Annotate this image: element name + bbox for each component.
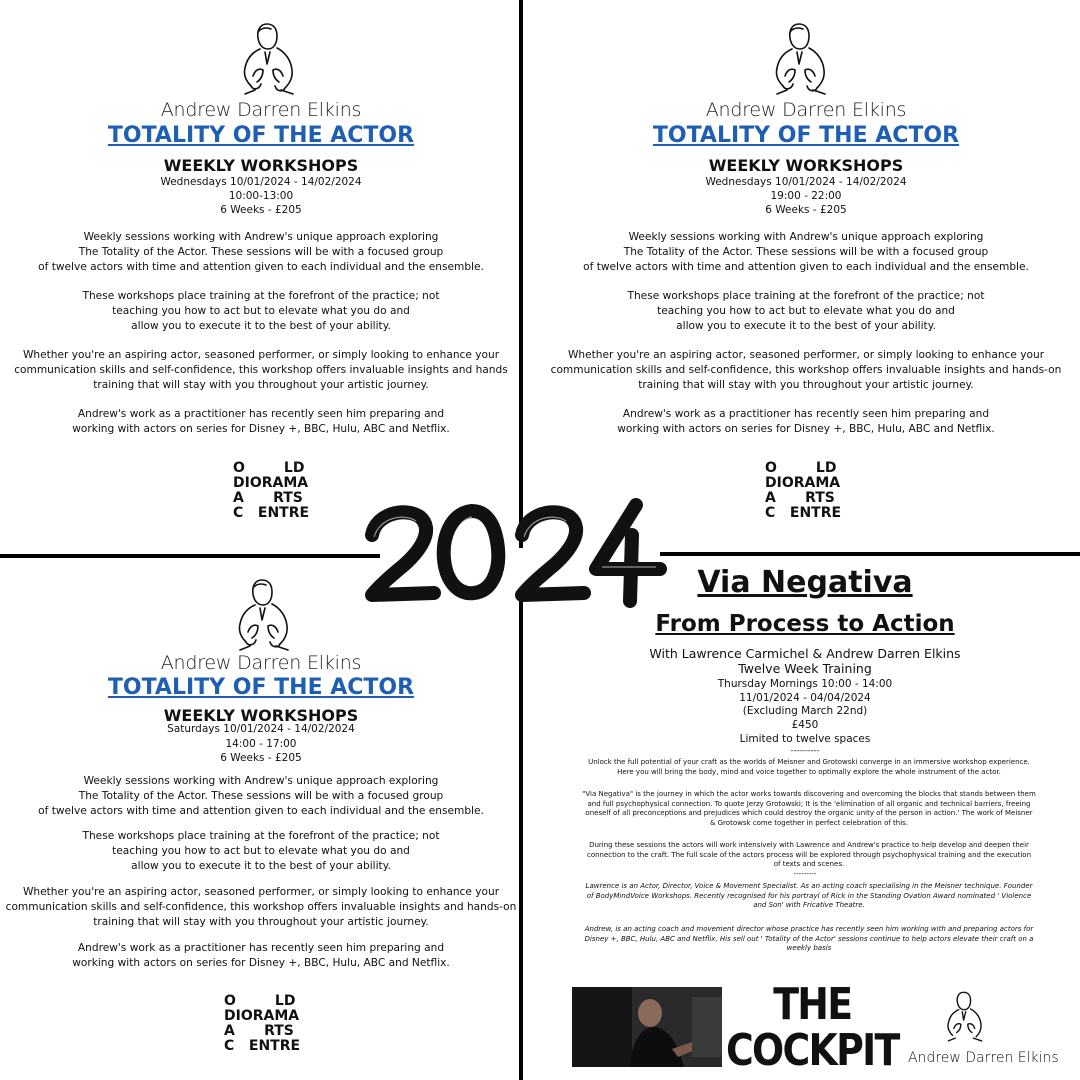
description-paragraph-1: Weekly sessions working with Andrew's unique approach exploring The Totality of the Actor. These sessions will be with a focused group of twelve actors with time and attention given to each individual and the ensemble.: [38, 231, 484, 273]
via-negativa-limit: Limited to twelve spaces: [739, 733, 871, 745]
workshop-title: TOTALITY OF THE ACTOR: [107, 123, 415, 148]
old-diorama-arts-centre-logo: O LD DIORAMA A RTS C ENTRE: [233, 460, 310, 521]
workshop-time: 10:00-13:00: [228, 190, 294, 202]
description-paragraph-1: Weekly sessions working with Andrew's unique approach exploring The Totality of the Actor. These sessions will be with a focused group of twelve actors with time and attention given to each individual and the ensemble.: [583, 231, 1029, 273]
year-2024-brush-text: [360, 495, 670, 610]
author-name: Andrew Darren Elkins: [160, 99, 362, 121]
figure-logo-icon: [233, 18, 305, 104]
workshop-time: 14:00 - 17:00: [225, 738, 297, 750]
via-negativa-title: Via Negativa: [697, 565, 913, 600]
description-paragraph-4: Andrew's work as a practitioner has recently seen him preparing and working with actors on series for Disney +, BBC, Hulu, ABC and Netflix.: [617, 408, 995, 435]
description-paragraph-2: These workshops place training at the forefront of the practice; not teaching you how to act but to elevate what you do and allow you to execute it to the best of your ability.: [627, 290, 985, 332]
workshop-dates: Wednesdays 10/01/2024 - 14/02/2024: [705, 176, 907, 188]
description-paragraph-2: These workshops place training at the forefront of the practice; not teaching you how to act but to elevate what you do and allow you to execute it to the best of your ability.: [82, 290, 440, 332]
description-paragraph-3: Whether you're an aspiring actor, seasoned performer, or simply looking to enhance your communication skills and self-confidence, this workshop offers invaluable insights and hands-on training that will stay with you throughout your artistic journey.: [550, 349, 1062, 391]
workshop-title: TOTALITY OF THE ACTOR: [107, 675, 415, 700]
via-negativa-duration: Twelve Week Training: [738, 661, 872, 676]
old-diorama-arts-centre-logo: O LD DIORAMA A RTS C ENTRE: [765, 460, 842, 521]
workshop-subtitle: WEEKLY WORKSHOPS: [163, 706, 359, 725]
workshop-subtitle: WEEKLY WORKSHOPS: [708, 156, 904, 175]
figure-logo-icon: [940, 988, 990, 1048]
via-negativa-price: £450: [791, 719, 819, 731]
workshop-price: 6 Weeks - £205: [765, 204, 847, 216]
author-name: Andrew Darren Elkins: [705, 99, 907, 121]
workshop-title: TOTALITY OF THE ACTOR: [652, 123, 960, 148]
footer-author-name: Andrew Darren Elkins: [908, 1050, 1059, 1066]
panel-via-negativa: [530, 560, 1080, 1080]
description-paragraph-1: Weekly sessions working with Andrew's unique approach exploring The Totality of the Actor. These sessions will be with a focused group of twelve actors with time and attention given to each individual and the ensemble.: [38, 775, 484, 817]
description-paragraph-3: Whether you're an aspiring actor, seasoned performer, or simply looking to enhance your communication skills and self-confidence, this workshop offers invaluable insights and hands training that will stay with you throughout your artistic journey.: [14, 349, 508, 391]
workshop-dates: Wednesdays 10/01/2024 - 14/02/2024: [160, 176, 362, 188]
via-negativa-schedule: Thursday Mornings 10:00 - 14:00: [717, 678, 893, 690]
via-negativa-description: "Via Negativa" is the journey in which the actor works towards discovering and overcoming the blocks that stands between them and full psychophysical connection. To quote Jerzy Grotowski; It is the 'elimination of all organic and technical barriers, freeing oneself of all preconceptions and prejudices which could destroy the organic unity of the person in action.' The work of Meisner & Grotowsk come together in perfect celebration of this.: [582, 790, 1036, 827]
via-negativa-intro: Unlock the full potential of your craft as the worlds of Meisner and Grotowski converge in an immersive workshop experience. Here you will bring the body, mind and voice together to optimally explore the whole instrument of the actor.: [588, 758, 1030, 776]
via-negativa-sessions: During these sessions the actors will work intensively with Lawrence and Andrew's practice to help develop and deepen their connection to the craft. The full scale of the actors process will be explored through psychophysical training and the execution of texts and scenes.: [586, 841, 1032, 868]
description-paragraph-4: Andrew's work as a practitioner has recently seen him preparing and working with actors on series for Disney +, BBC, Hulu, ABC and Netflix.: [72, 942, 450, 969]
author-name: Andrew Darren Elkins: [160, 652, 362, 674]
figure-logo-icon: [228, 574, 300, 660]
via-negativa-subtitle: From Process to Action: [655, 611, 955, 637]
cockpit-photo: [572, 987, 722, 1067]
old-diorama-arts-centre-logo: O LD DIORAMA A RTS C ENTRE: [224, 993, 301, 1054]
andrew-bio: Andrew, is an acting coach and movement director whose practice has recently seen him working with and preparing actors for Disney +, BBC, Hulu, ABC and Netflix. His sell out ' Totality of the Actor' sessions continue to help actors elevate their craft on a weekly basis: [584, 925, 1034, 952]
workshop-price: 6 Weeks - £205: [220, 752, 302, 764]
figure-logo-icon: [765, 18, 837, 104]
the-cockpit-logo: THE COCKPIT: [726, 979, 899, 1076]
lawrence-bio: Lawrence is an Actor, Director, Voice & Movement Specialist. As an acting coach specialising in the Meisner technique. Founder of BodyMindVoice Workshops. Recently recognised for his portrayl of Rick in the Standing Ovation Award nominated ' Violence and Son' with Fricative Theatre.: [585, 882, 1033, 909]
description-paragraph-2: These workshops place training at the forefront of the practice; not teaching you how to act but to elevate what you do and allow you to execute it to the best of your ability.: [82, 830, 440, 872]
via-negativa-excluding: (Excluding March 22nd): [742, 705, 868, 717]
panel-saturday-afternoon: [0, 560, 522, 1080]
description-paragraph-4: Andrew's work as a practitioner has recently seen him preparing and working with actors on series for Disney +, BBC, Hulu, ABC and Netflix.: [72, 408, 450, 435]
panel-wednesday-evening: [532, 0, 1080, 552]
via-negativa-leaders: With Lawrence Carmichel & Andrew Darren Elkins: [649, 646, 961, 661]
horizontal-divider-right: [660, 552, 1080, 556]
panel-wednesday-morning: [0, 0, 522, 552]
separator-1: ----------: [790, 746, 820, 755]
workshop-price: 6 Weeks - £205: [220, 204, 302, 216]
workshop-time: 19:00 - 22:00: [770, 190, 842, 202]
via-negativa-dates: 11/01/2024 - 04/04/2024: [739, 692, 871, 704]
description-paragraph-3: Whether you're an aspiring actor, seasoned performer, or simply looking to enhance your communication skills and self-confidence, this workshop offers invaluable insights and hands-on training that will stay with you throughout your artistic journey.: [5, 886, 517, 928]
horizontal-divider-left: [0, 554, 380, 558]
workshop-dates: Saturdays 10/01/2024 - 14/02/2024: [167, 723, 355, 735]
workshop-subtitle: WEEKLY WORKSHOPS: [163, 156, 359, 175]
separator-2: ---------: [793, 870, 817, 878]
